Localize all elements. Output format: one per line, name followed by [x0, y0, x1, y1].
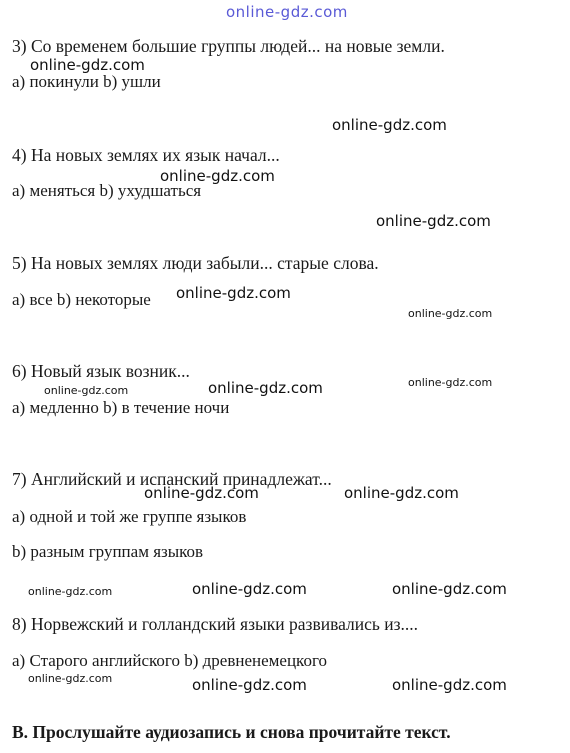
- question-3-options: а) покинули b) ушли: [12, 72, 161, 91]
- watermark: online-gdz.com: [192, 676, 307, 694]
- watermark: online-gdz.com: [344, 484, 459, 502]
- watermark: online-gdz.com: [160, 167, 275, 185]
- question-4-prompt: 4) На новых землях их язык начал...: [12, 145, 280, 165]
- watermark: online-gdz.com: [392, 580, 507, 598]
- section-b-heading: B. Прослушайте аудиозапись и снова прочитайте текст.: [12, 722, 451, 742]
- watermark: online-gdz.com: [192, 580, 307, 598]
- watermark: online-gdz.com: [176, 284, 291, 302]
- question-8-prompt: 8) Норвежский и голландский языки развивались из....: [12, 614, 419, 634]
- question-6-options: а) медленно b) в течение ночи: [12, 398, 230, 417]
- question-7-prompt: 7) Английский и испанский принадлежат...: [12, 469, 332, 489]
- watermark: online-gdz.com: [376, 212, 491, 230]
- question-7-option-a: а) одной и той же группе языков: [12, 507, 247, 526]
- question-7-option-b: b) разным группам языков: [12, 542, 204, 561]
- watermark: online-gdz.com: [332, 116, 447, 134]
- watermark: online-gdz.com: [28, 585, 113, 598]
- watermark: online-gdz.com: [30, 56, 145, 74]
- watermark: online-gdz.com: [28, 672, 113, 685]
- watermark-top: online-gdz.com: [226, 3, 348, 21]
- question-4-options: а) меняться b) ухудшаться: [12, 181, 202, 200]
- watermark: online-gdz.com: [392, 676, 507, 694]
- question-5-options: а) все b) некоторые: [12, 290, 151, 309]
- question-3-prompt: 3) Со временем большие группы людей... на новые земли.: [12, 36, 445, 56]
- watermark: online-gdz.com: [408, 307, 493, 320]
- watermark: online-gdz.com: [144, 484, 259, 502]
- watermark: online-gdz.com: [208, 379, 323, 397]
- question-6-prompt: 6) Новый язык возник...: [12, 361, 190, 381]
- question-5-prompt: 5) На новых землях люди забыли... старые слова.: [12, 253, 379, 273]
- watermark: online-gdz.com: [44, 384, 129, 397]
- question-8-options: а) Старого английского b) древненемецкого: [12, 651, 327, 670]
- watermark: online-gdz.com: [408, 376, 493, 389]
